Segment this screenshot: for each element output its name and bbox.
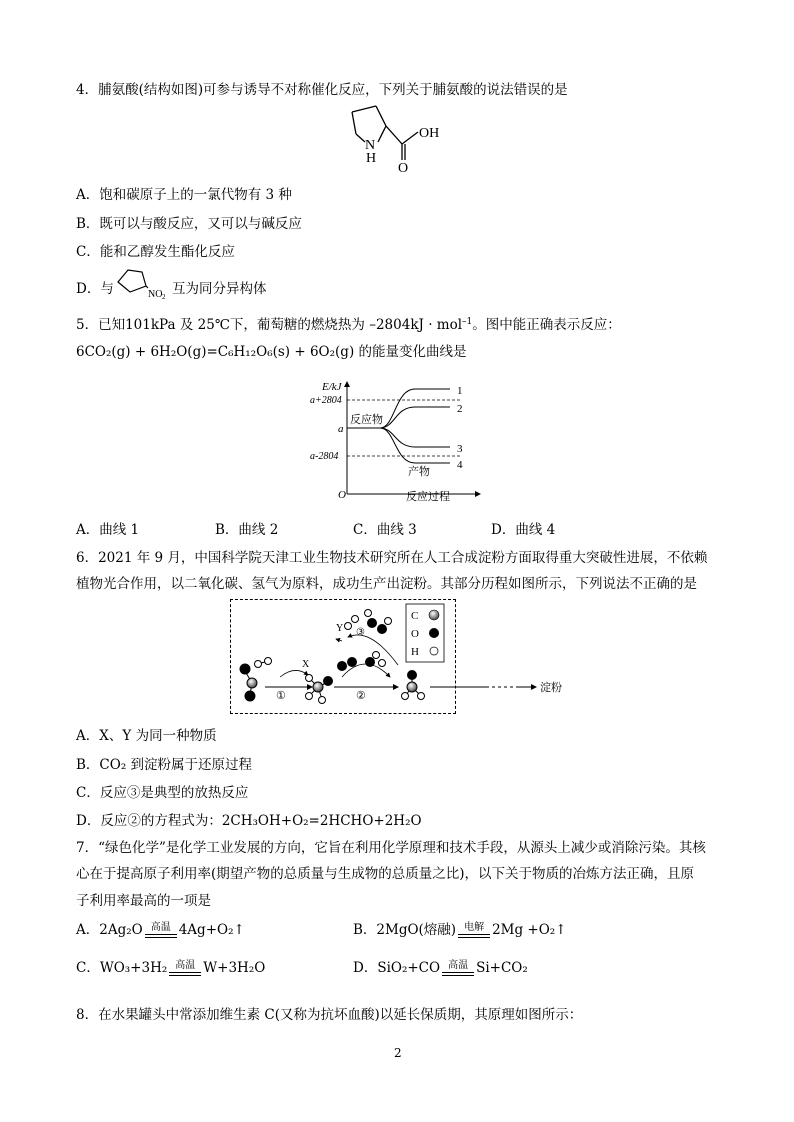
- q7-line1: 7．“绿色化学”是化学工业发展的方向，它旨在利用化学原理和技术手段，从源头上减少或消除污染。其核: [76, 840, 706, 856]
- curve-3-label: 3: [457, 443, 463, 455]
- diagram-x-label: X: [302, 659, 310, 670]
- proline-n: N: [365, 138, 376, 153]
- q5-option-b: B．曲线 2: [215, 522, 279, 538]
- q7-option-d: D．SiO₂+CO 高温 Si+CO₂: [353, 960, 528, 976]
- energy-chart: [300, 372, 500, 507]
- q4-option-c: C．能和乙醇发生酯化反应: [76, 244, 235, 260]
- curve-3: [347, 428, 450, 447]
- proline-o: O: [398, 161, 409, 174]
- chart-product: 产物: [408, 466, 430, 478]
- q8-stem: 8．在水果罐头中常添加维生素 C(又称为抗坏血酸)以延长保质期，其原理如图所示：: [76, 1007, 583, 1023]
- q4-option-b: B．既可以与酸反应，又可以与碱反应: [76, 216, 302, 232]
- curve-2-label: 2: [457, 403, 463, 415]
- legend-c: C: [411, 610, 419, 622]
- legend-h: H: [411, 646, 419, 658]
- hydrogen-icon: [430, 647, 438, 655]
- molecule-formaldehyde: [402, 671, 425, 700]
- step-2-label: ②: [356, 690, 366, 702]
- page-number: 2: [394, 1046, 402, 1060]
- nitro-label: NO: [148, 289, 163, 300]
- nitrocyclopentane-structure: [114, 266, 170, 300]
- proline-h: H: [366, 151, 377, 166]
- molecule-h2o2: [365, 610, 392, 634]
- q7-line3: 子利用率最高的一项是: [76, 893, 211, 909]
- oxygen-icon: [429, 628, 439, 638]
- q6-line2: 植物光合作用，以二氧化碳、氢气为原料，成功生产出淀粉。其部分历程如图所示，下列说法不正确的是: [76, 576, 697, 592]
- q4-option-d-pre: D．与: [76, 281, 114, 297]
- q7-line2: 心在于提高原子利用率(期望产物的总质量与生成物的总质量之比)，以下关于物质的冶炼方法正确，且原: [76, 866, 695, 882]
- chart-y-bot: a-2804: [310, 451, 339, 462]
- reaction-diagram: [230, 599, 570, 714]
- q4-option-a: A．饱和碳原子上的一氯代物有 3 种: [76, 187, 292, 203]
- carbon-icon: [429, 610, 439, 620]
- q6-option-d: D．反应②的方程式为：2CH₃OH+O₂=2HCHO+2H₂O: [76, 813, 422, 829]
- q7-option-c: C．WO₃+3H₂ 高温 W+3H₂O: [76, 960, 266, 976]
- step-1-label: ①: [276, 690, 286, 702]
- q5-equation: 6CO₂(g) + 6H₂O(g)=C₆H₁₂O₆(s) + 6O₂(g) 的能量变化曲线是: [76, 344, 467, 360]
- q7-option-b: B．2MgO(熔融) 电解 2Mg +O₂↑: [353, 922, 567, 938]
- q6-option-b: B．CO₂ 到淀粉属于还原过程: [76, 757, 253, 773]
- proline-oh: OH: [419, 126, 440, 141]
- step-3-label: ③: [356, 627, 365, 638]
- q6-option-a: A．X、Y 为同一种物质: [76, 728, 217, 744]
- q4-option-d-post: 互为同分异构体: [172, 281, 267, 297]
- nitro-sub: 2: [162, 293, 166, 300]
- q5-option-d: D．曲线 4: [491, 522, 556, 538]
- curve-4: [347, 428, 450, 463]
- curve-1-label: 1: [457, 385, 463, 397]
- diagram-y-label: Y: [336, 623, 344, 634]
- legend-o: O: [411, 628, 419, 640]
- molecule-co2: [240, 658, 272, 702]
- q5-option-a: A．曲线 1: [76, 522, 140, 538]
- q5-stem: 5．已知101kPa 及 25℃下，葡萄糖的燃烧热为 –2804kJ · mol$^{-1}$。图中能正确表示反应：: [76, 317, 621, 333]
- chart-reactant: 反应物: [350, 414, 383, 426]
- starch-label: 淀粉: [540, 682, 562, 694]
- q4-stem: 4．脯氨酸(结构如图)可参与诱导不对称催化反应，下列关于脯氨酸的说法错误的是: [76, 82, 568, 98]
- q6-option-c: C．反应③是典型的放热反应: [76, 785, 249, 801]
- chart-y-top: a+2804: [310, 395, 342, 406]
- chart-xlabel: 反应过程: [406, 491, 450, 503]
- chart-ylabel: E/kJ: [322, 381, 342, 393]
- q7-option-a: A．2Ag₂O 高温 4Ag+O₂↑: [76, 922, 245, 938]
- molecule-methanol: [306, 675, 333, 704]
- proline-structure: [340, 104, 460, 174]
- q6-line1: 6．2021 年 9 月，中国科学院天津工业生物技术研究所在人工合成淀粉方面取得重大突破性进展，不依赖: [76, 550, 708, 566]
- q5-option-c: C．曲线 3: [353, 522, 417, 538]
- chart-origin: O: [338, 489, 346, 501]
- curve-4-label: 4: [457, 459, 463, 471]
- chart-y-mid: a: [338, 423, 344, 435]
